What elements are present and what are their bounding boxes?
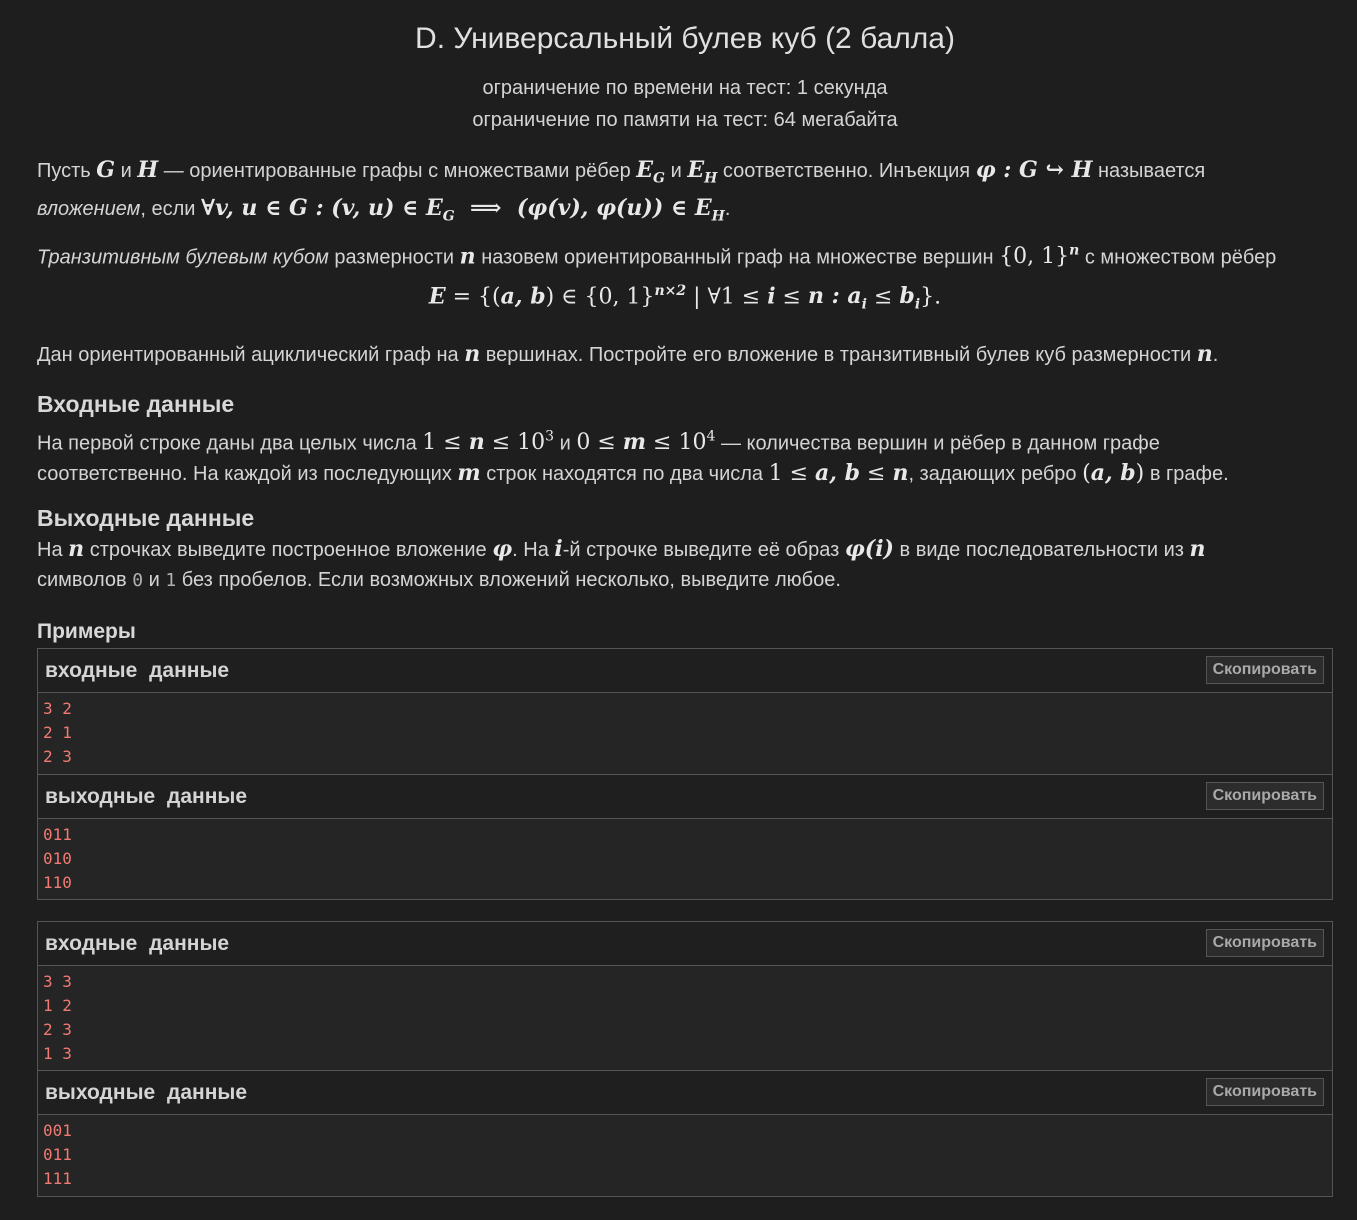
example-input-content	[38, 966, 1332, 1070]
output-description: На n строчках выведите построенное вложение φ. На i-й строчке выведите её образ φ(i) в виде последовательности из n символов 0 и 1 без пробелов. Если возможных вложений несколько, выведите любое.	[37, 536, 1206, 591]
copy-button[interactable]: Скопировать	[1206, 656, 1324, 684]
example-line: 010	[43, 849, 72, 868]
problem-title: D. Универсальный булев куб (2 балла)	[415, 22, 955, 55]
example-output-header	[38, 774, 1332, 819]
output-text: и	[148, 569, 160, 591]
statement-paragraph-2: Транзитивным булевым кубом размерности n назовем ориентированный граф на множестве вершин {0, 1}$^n$ с множеством рёбер	[37, 243, 1277, 270]
example-line: 2 3	[43, 1020, 72, 1039]
inline-code: 1	[165, 570, 177, 591]
statement-text: вершинах. Постройте его вложение в транзитивный булев куб размерности	[485, 344, 1192, 366]
example-line: 111	[43, 1169, 72, 1188]
input-description: На первой строке даны два целых числа $1 \le n \le 10^3$ и $0 \le m \le 10^4$ — количества вершин и рёбер в данном графе соответственно. На каждой из последующих m строк находятся по два числа 1 ≤ a, b ≤ n, задающих ребро (a, b) в графе.	[37, 429, 1229, 487]
example-line: 1 3	[43, 1044, 72, 1063]
input-text: , задающих ребро	[908, 463, 1077, 486]
example-output-label: выходные данные	[45, 785, 248, 808]
input-text: соответственно. На каждой из последующих	[37, 463, 452, 486]
example-line: 3 3	[43, 972, 72, 991]
statement-text: — ориентированные графы с множествами рёбер	[163, 160, 631, 182]
statement-text: с множеством рёбер	[1084, 246, 1277, 269]
example-line: 3 2	[43, 699, 72, 718]
statement-emphasis: Транзитивным булевым кубом	[37, 246, 329, 269]
statement-text: и	[670, 160, 682, 182]
example-input-header	[38, 922, 1332, 966]
example-line: 2 3	[43, 747, 72, 766]
copy-button[interactable]: Скопировать	[1206, 929, 1324, 957]
inline-code: 0	[132, 570, 144, 591]
output-heading: Выходные данные	[37, 505, 255, 531]
input-text: и	[559, 432, 571, 455]
output-text: без пробелов. Если возможных вложений несколько, выведите любое.	[181, 569, 841, 591]
statement-text: называется	[1097, 160, 1206, 182]
example-1	[37, 648, 1333, 900]
examples-heading: Примеры	[37, 620, 136, 643]
example-input-label: входные данные	[45, 932, 230, 955]
example-output-content	[38, 819, 1332, 895]
output-text: строчках выведите построенное вложение	[89, 539, 487, 561]
input-text: На первой строке даны два целых числа	[37, 432, 417, 455]
output-text: в виде последовательности из	[899, 539, 1184, 561]
statement-text: и	[120, 160, 132, 182]
statement-paragraph-3: Дан ориентированный ациклический граф на n вершинах. Постройте его вложение в транзитивный булев куб размерности n.	[37, 341, 1219, 367]
example-output-label: выходные данные	[45, 1081, 248, 1104]
example-input-content	[38, 693, 1332, 774]
statement-text: , если	[140, 198, 196, 221]
example-line: 011	[43, 1145, 72, 1164]
input-text: — количества вершин и рёбер в данном графе	[720, 432, 1160, 455]
copy-button[interactable]: Скопировать	[1206, 1078, 1324, 1106]
example-2	[37, 921, 1333, 1197]
copy-button[interactable]: Скопировать	[1206, 782, 1324, 810]
edge-set-formula: E = {(a, b) ∈ {0, 1}$^{n\times 2}$ | ∀1 ≤ i ≤ n : $a_i \le b_i$}.	[428, 283, 942, 313]
statement-paragraph-1: Пусть G и H — ориентированные графы с множествами рёбер $E_G$ и $E_H$ соответственно. Инъекция φ : G ↪ H называется вложением, если ∀v, u ∈ G : (v, u) ∈ $E_G$ ⟹ (φ(v), φ(u)) ∈ $E_H$.	[37, 157, 1206, 225]
example-line: 1 2	[43, 996, 72, 1015]
statement-text: Дан ориентированный ациклический граф на	[37, 344, 459, 366]
example-line: 2 1	[43, 723, 72, 742]
statement-text: размерности	[334, 246, 455, 269]
example-input-header	[38, 649, 1332, 693]
output-text: . На	[512, 539, 549, 561]
statement-text: Пусть	[37, 160, 91, 182]
example-line: 001	[43, 1121, 72, 1140]
time-limit: ограничение по времени на тест: 1 секунда	[482, 77, 888, 99]
example-line: 110	[43, 873, 72, 892]
example-line: 011	[43, 825, 72, 844]
input-heading: Входные данные	[37, 391, 235, 417]
example-input-label: входные данные	[45, 659, 230, 682]
input-text: в графе.	[1149, 463, 1229, 486]
statement-emphasis: вложением	[37, 198, 141, 221]
output-text: На	[37, 539, 63, 561]
output-text: -й строчке выведите её образ	[562, 539, 840, 561]
memory-limit: ограничение по памяти на тест: 64 мегабайта	[472, 109, 898, 131]
example-output-content	[38, 1115, 1332, 1191]
statement-text: соответственно. Инъекция	[722, 160, 971, 182]
statement-text: назовем ориентированный граф на множестве вершин	[481, 246, 994, 269]
example-output-header	[38, 1070, 1332, 1115]
input-text: строк находятся по два числа	[486, 463, 764, 486]
output-text: символов	[37, 569, 127, 591]
